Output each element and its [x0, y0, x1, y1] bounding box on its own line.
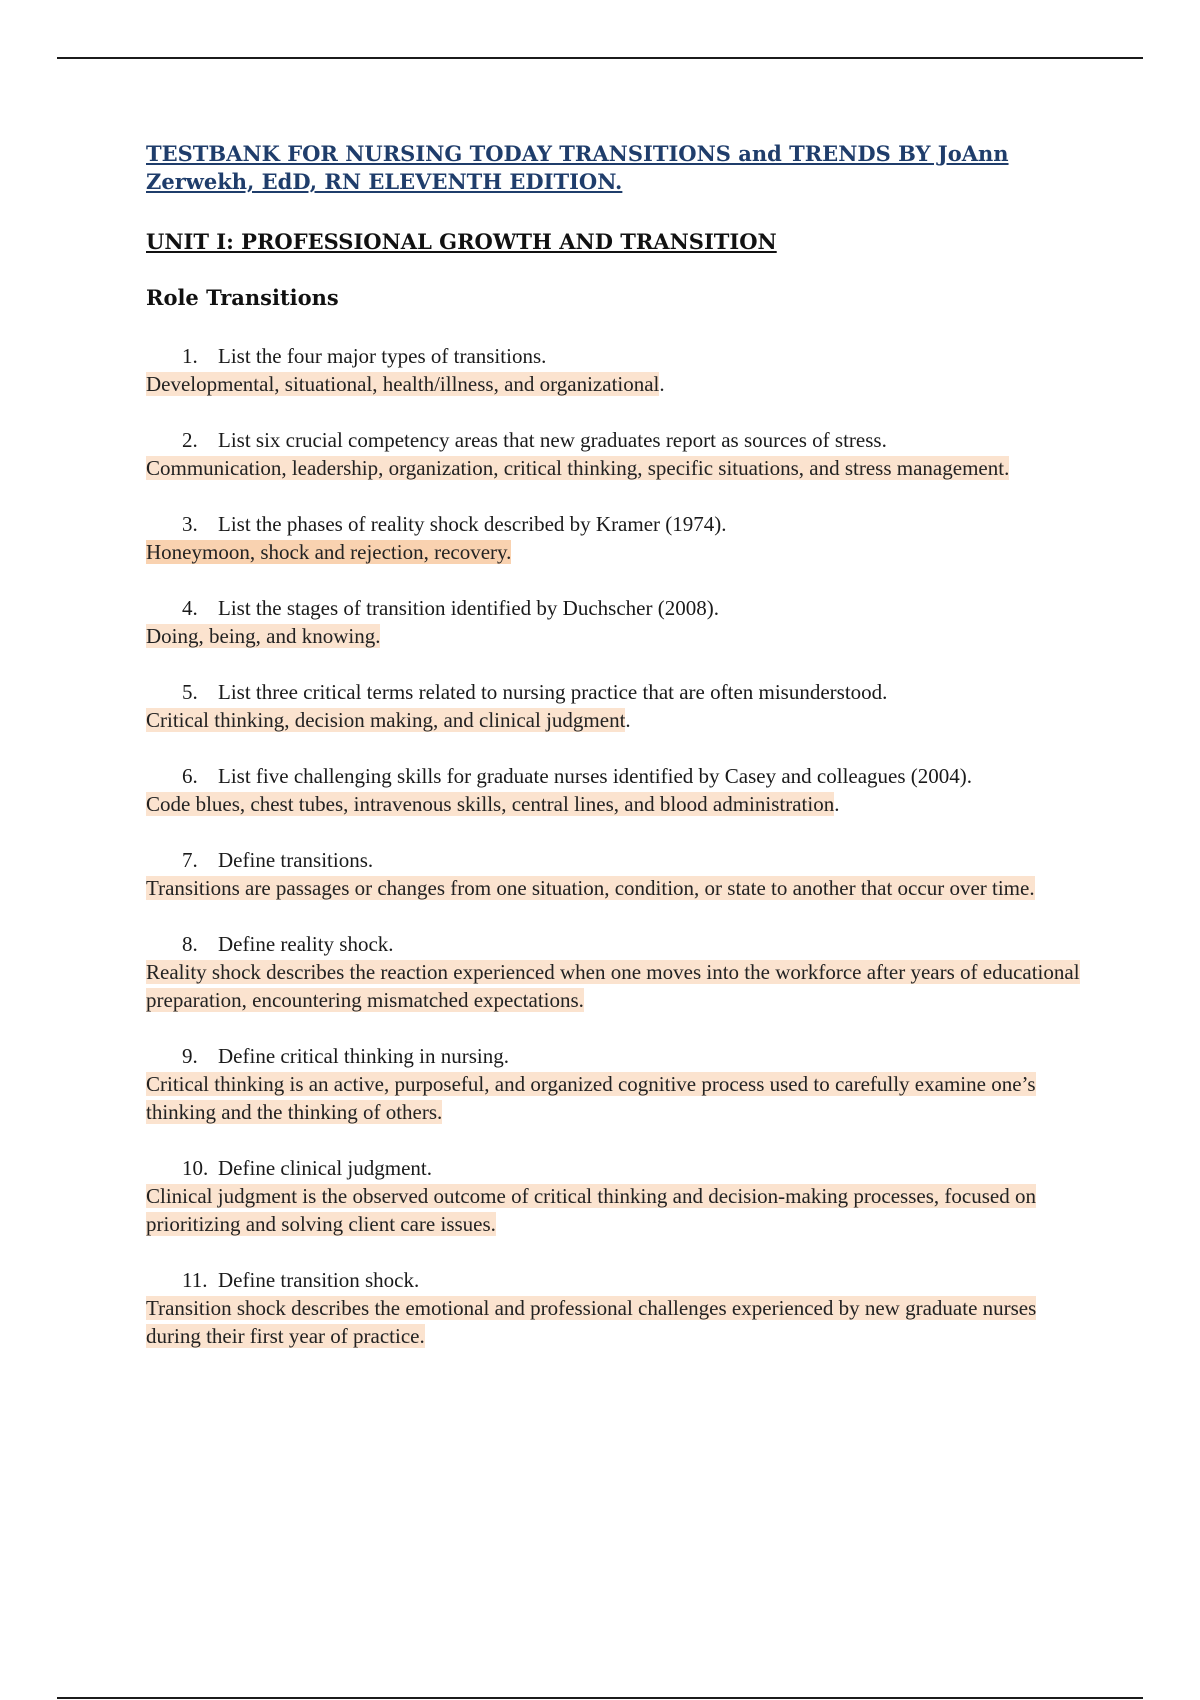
- answer: [146, 370, 1096, 398]
- question-text: Define clinical judgment.: [218, 1156, 433, 1180]
- question: [146, 1154, 1096, 1182]
- answer-tail: .: [834, 792, 840, 816]
- bottom-rule: [57, 1697, 1143, 1699]
- question-text: List three critical terms related to nursing practice that are often misunderstood.: [218, 680, 888, 704]
- question: [146, 1042, 1096, 1070]
- question-text: List the stages of transition identified by Duchscher (2008).: [218, 596, 719, 620]
- question-text: Define transition shock.: [218, 1268, 420, 1292]
- question-number: 10.: [182, 1156, 209, 1180]
- answer: [146, 622, 1096, 650]
- answer: [146, 958, 1096, 1014]
- question: [146, 510, 1096, 538]
- question-number: 8.: [182, 932, 198, 956]
- answer-text: Communication, leadership, organization, critical thinking, specific situations, and stress management.: [146, 456, 1010, 480]
- qa-item: [146, 1266, 1096, 1350]
- question: [146, 426, 1096, 454]
- question-text: List six crucial competency areas that new graduates report as sources of stress.: [218, 428, 887, 452]
- qa-item: [146, 930, 1096, 1014]
- question-number: 7.: [182, 848, 198, 872]
- answer-text: Reality shock describes the reaction experienced when one moves into the workforce after years of educational preparation, encountering mismatched expectations.: [146, 960, 1080, 1012]
- answer-text: Critical thinking, decision making, and clinical judgment: [146, 708, 626, 732]
- question: [146, 594, 1096, 622]
- answer-text: Developmental, situational, health/illness, and organizational: [146, 372, 660, 396]
- question: [146, 678, 1096, 706]
- qa-item: [146, 510, 1096, 566]
- question-number: 5.: [182, 680, 198, 704]
- qa-item: [146, 1154, 1096, 1238]
- question-number: 2.: [182, 428, 198, 452]
- qa-item: [146, 762, 1096, 818]
- answer-text: Critical thinking is an active, purposeful, and organized cognitive process used to carefully examine one’s thinking and the thinking of others.: [146, 1072, 1036, 1124]
- question-text: List the phases of reality shock described by Kramer (1974).: [218, 512, 727, 536]
- unit-heading: UNIT I: PROFESSIONAL GROWTH AND TRANSITION: [146, 229, 777, 254]
- section-heading: Role Transitions: [146, 285, 339, 310]
- document-title-link[interactable]: TESTBANK FOR NURSING TODAY TRANSITIONS and TRENDS BY JoAnn Zerwekh, EdD, RN ELEVENTH EDITION.: [146, 141, 1009, 194]
- answer-tail: .: [625, 708, 631, 732]
- question-number: 6.: [182, 764, 198, 788]
- answer: [146, 1182, 1096, 1238]
- question-number: 4.: [182, 596, 198, 620]
- question: [146, 930, 1096, 958]
- answer-text: Honeymoon, shock and rejection, recovery.: [146, 540, 512, 564]
- answer-text: Doing, being, and knowing.: [146, 624, 381, 648]
- question-number: 3.: [182, 512, 198, 536]
- answer-text: Transitions are passages or changes from one situation, condition, or state to another that occur over time.: [146, 876, 1035, 900]
- answer: [146, 706, 1096, 734]
- answer-text: Code blues, chest tubes, intravenous skills, central lines, and blood administration: [146, 792, 835, 816]
- answer: [146, 1070, 1096, 1126]
- question-text: Define transitions.: [218, 848, 374, 872]
- qa-item: [146, 846, 1096, 902]
- question-number: 1.: [182, 344, 198, 368]
- qa-item: [146, 594, 1096, 650]
- question-text: List the four major types of transitions.: [218, 344, 547, 368]
- document-body: [146, 140, 1096, 1350]
- answer: [146, 874, 1096, 902]
- answer: [146, 1294, 1096, 1350]
- answer-text: Clinical judgment is the observed outcome of critical thinking and decision-making processes, focused on prioritizing and solving client care issues.: [146, 1184, 1036, 1236]
- question: [146, 762, 1096, 790]
- answer-tail: .: [659, 372, 665, 396]
- qa-item: [146, 678, 1096, 734]
- question-number: 11.: [182, 1268, 208, 1292]
- question: [146, 342, 1096, 370]
- question-text: List five challenging skills for graduate nurses identified by Casey and colleagues (2004).: [218, 764, 973, 788]
- answer: [146, 790, 1096, 818]
- qa-item: [146, 342, 1096, 398]
- top-rule: [57, 57, 1143, 59]
- question: [146, 1266, 1096, 1294]
- answer: [146, 454, 1096, 482]
- answer: [146, 538, 1096, 566]
- question-text: Define reality shock.: [218, 932, 394, 956]
- question-number: 9.: [182, 1044, 198, 1068]
- answer-text: Transition shock describes the emotional and professional challenges experienced by new graduate nurses during their first year of practice.: [146, 1296, 1037, 1348]
- qa-item: [146, 426, 1096, 482]
- question-text: Define critical thinking in nursing.: [218, 1044, 510, 1068]
- qa-item: [146, 1042, 1096, 1126]
- question: [146, 846, 1096, 874]
